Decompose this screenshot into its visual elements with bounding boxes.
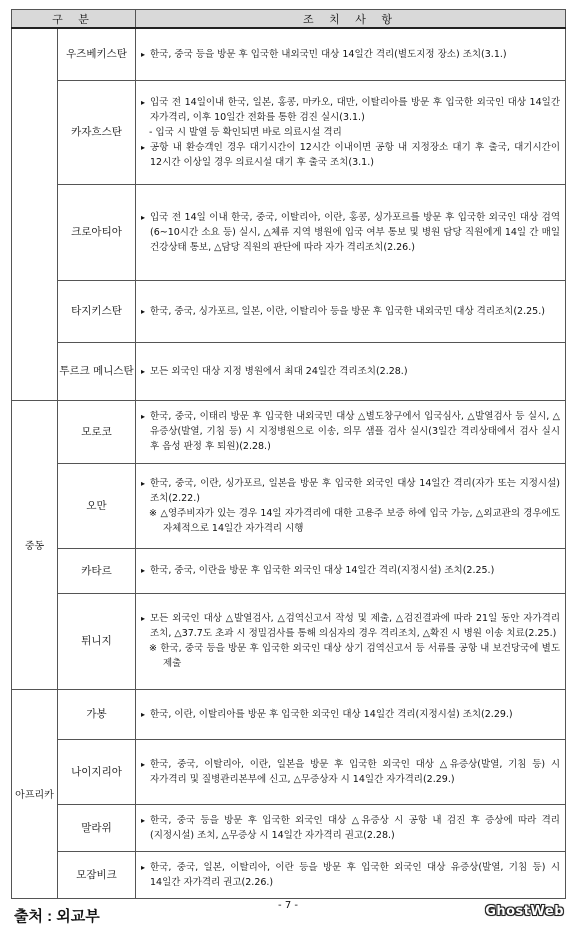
table-row xyxy=(12,28,566,80)
country-cell: 가봉 xyxy=(58,689,136,739)
page-number: - 7 - xyxy=(278,900,298,911)
measure-bullet: ▸ 모든 외국인 대상 △발열검사, △검역신고서 작성 및 제출, △검진결과에 따라 21일 동안 자가격리 조치, △37.7도 초과 시 정밀검사를 통해 의심자의 경우 격리조치, △확진 시 병원 이송 치료(2.25.) xyxy=(141,611,560,641)
header-measures: 조 치 사 항 xyxy=(136,10,566,29)
country-cell: 카자흐스탄 xyxy=(58,80,136,184)
measure-bullet: ▸ 한국, 중국, 이태리 방문 후 입국한 내외국민 대상 △별도창구에서 입국심사, △발열검사 등 실시, △유증상(발열, 기침 등) 시 지정병원으로 이송, 의무 샘플 검사 실시(3일간 격리상태에서 검사 실시 후 음성 판정 후 퇴원)(2.28.) xyxy=(141,409,560,454)
country-cell: 튀니지 xyxy=(58,593,136,689)
measure-bullet: ▸ 한국, 중국, 이탈리아, 이란, 일본을 방문 후 입국한 외국인 대상 △유증상(발열, 기침 등) 시 자가격리 및 질병관리본부에 신고, △무증상자 시 14일간 자가격리(2.29.) xyxy=(141,757,560,787)
country-cell: 모잠비크 xyxy=(58,851,136,898)
measure-bullet: ▸ 한국, 중국, 이란을 방문 후 입국한 외국인 대상 14일간 격리(지정시설) 조치(2.25.) xyxy=(141,563,560,578)
region-cell: 중동 xyxy=(12,400,58,689)
measure-bullet: ▸ 공항 내 환승객인 경우 대기시간이 12시간 이내이면 공항 내 지정장소 대기 후 출국, 대기시간이 12시간 이상일 경우 의료시설 대기 후 출국 조치(3.1.) xyxy=(141,140,560,170)
table-row xyxy=(12,184,566,280)
measure-cell xyxy=(136,28,566,80)
measure-bullet: ▸ 한국, 중국, 일본, 이탈리아, 이란 등을 방문 후 입국한 외국인 대상 유증상(발열, 기침 등) 시 14일간 자가격리 권고(2.26.) xyxy=(141,860,560,890)
measure-cell xyxy=(136,548,566,593)
measure-note: ※ △영주비자가 있는 경우 14일 자가격리에 대한 고용주 보증 하에 입국 가능, △외교관의 경우에도 자체적으로 14일간 자가격리 시행 xyxy=(149,507,560,534)
country-cell: 우즈베키스탄 xyxy=(58,28,136,80)
country-cell: 모로코 xyxy=(58,400,136,463)
measure-bullet: ▸ 모든 외국인 대상 지정 병원에서 최대 24일간 격리조치(2.28.) xyxy=(141,364,560,379)
table-row xyxy=(12,689,566,739)
measure-cell xyxy=(136,280,566,342)
measure-bullet: ▸ 한국, 중국, 싱가포르, 일본, 이란, 이탈리아 등을 방문 후 입국한 내외국민 대상 격리조치(2.25.) xyxy=(141,304,560,319)
region-cell xyxy=(12,28,58,400)
table-row xyxy=(12,80,566,184)
table-row xyxy=(12,400,566,463)
measure-cell xyxy=(136,739,566,804)
header-category: 구 분 xyxy=(12,10,136,29)
measure-bullet: ▸ 입국 전 14일이내 한국, 일본, 홍콩, 마카오, 대만, 이탈리아를 방문 후 입국한 외국인 대상 14일간 자가격리, 이후 10일간 전화를 통한 검진 실시(3.1.) xyxy=(141,95,560,125)
measure-cell xyxy=(136,463,566,548)
measure-bullet: ▸ 한국, 이란, 이탈리아를 방문 후 입국한 외국인 대상 14일간 격리(지정시설) 조치(2.29.) xyxy=(141,707,560,722)
measure-cell xyxy=(136,593,566,689)
measure-subitem: - 입국 시 발열 등 확인되면 바로 의료시설 격리 xyxy=(149,126,342,138)
country-cell: 오만 xyxy=(58,463,136,548)
table-row xyxy=(12,548,566,593)
table-header-row xyxy=(12,10,566,29)
measure-bullet: ▸ 한국, 중국 등을 방문 후 입국한 내외국민 대상 14일간 격리(별도지정 장소) 조치(3.1.) xyxy=(141,47,560,62)
measure-cell xyxy=(136,851,566,898)
measure-bullet: ▸ 입국 전 14일 이내 한국, 중국, 이탈리아, 이란, 홍콩, 싱가포르를 방문 후 입국한 외국인 대상 검역(6~10시간 소요 등) 실시, △체류 지역 병원에 입국 여부 통보 및 병원 담당 직원에게 14일 간 매일 건강상태 통보, △담당 직원의 판단에 따라 자가 격리조치(2.26.) xyxy=(141,210,560,255)
table-row xyxy=(12,739,566,804)
measure-cell xyxy=(136,400,566,463)
measure-cell xyxy=(136,184,566,280)
country-cell: 타지키스탄 xyxy=(58,280,136,342)
country-cell: 카타르 xyxy=(58,548,136,593)
measure-note: ※ 한국, 중국 등을 방문 후 입국한 외국인 대상 상기 검역신고서 등 서류를 공항 내 보건당국에 별도 제출 xyxy=(149,643,560,669)
source-label: 출처 : 외교부 xyxy=(14,908,100,925)
country-cell: 나이지리아 xyxy=(58,739,136,804)
table-row xyxy=(12,593,566,689)
table-row xyxy=(12,463,566,548)
measure-cell xyxy=(136,80,566,184)
table-row xyxy=(12,342,566,400)
measure-cell xyxy=(136,342,566,400)
table-row xyxy=(12,804,566,851)
watermark: GhostWeb xyxy=(485,904,564,919)
measure-cell xyxy=(136,804,566,851)
measure-bullet: ▸ 한국, 중국 등을 방문 후 입국한 외국인 대상 △유증상 시 공항 내 검진 후 증상에 따라 격리(지정시설) 조치, △무증상 시 14일간 자가격리 권고(2.28.) xyxy=(141,813,560,843)
table-row xyxy=(12,851,566,898)
measures-table xyxy=(11,9,566,899)
table-row xyxy=(12,280,566,342)
country-cell: 투르크 메니스탄 xyxy=(58,342,136,400)
measure-bullet: ▸ 한국, 중국, 이란, 싱가포르, 일본을 방문 후 입국한 외국인 대상 14일간 격리(자가 또는 지정시설) 조치(2.22.) xyxy=(141,476,560,506)
country-cell: 말라위 xyxy=(58,804,136,851)
measure-cell xyxy=(136,689,566,739)
region-cell: 아프리카 xyxy=(12,689,58,898)
country-cell: 크로아티아 xyxy=(58,184,136,280)
